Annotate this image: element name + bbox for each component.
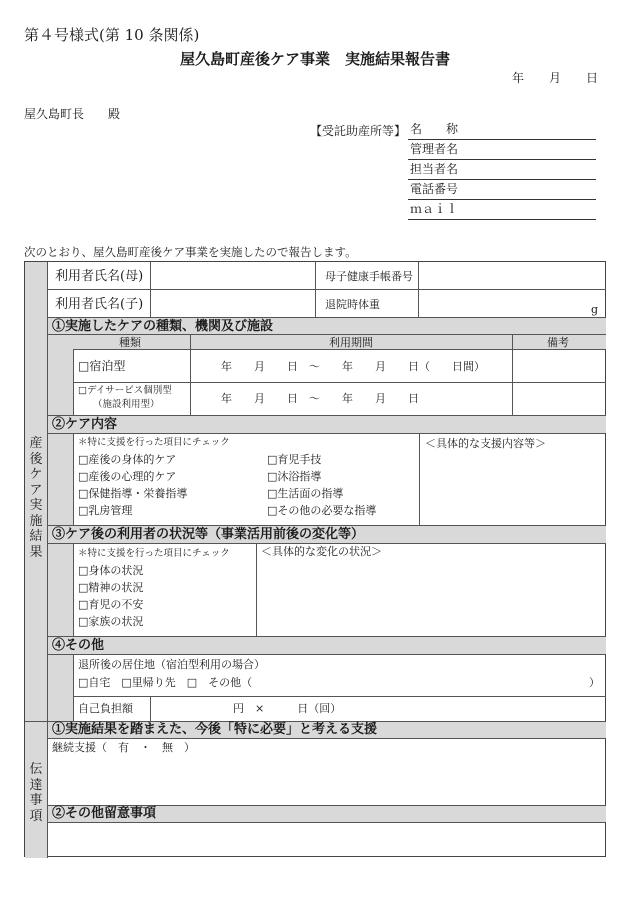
care-item-breast[interactable]: □乳房管理 [78, 504, 133, 517]
section4-title: ④その他 [52, 638, 105, 653]
row-divider-8 [47, 525, 606, 526]
section1-col-type: 種類 [119, 336, 141, 349]
mother-name-label: 利用者氏名(母) [55, 269, 144, 284]
section1-indent [47, 349, 73, 415]
care-item-bathing[interactable]: □沐浴指導 [267, 470, 322, 483]
contractor-staff-label: 担当者名 [410, 162, 459, 176]
contractor-mail-field[interactable] [408, 201, 596, 220]
report-form [24, 261, 606, 857]
sidebar-transfer-label: 伝 達 事 項 [29, 762, 43, 824]
care-item-other[interactable]: □その他の必要な指導 [267, 504, 377, 517]
continued-support[interactable]: 継続支援（ 有 ・ 無 ） [52, 741, 195, 754]
section4-left-line [73, 654, 74, 721]
transfer1-title: ①実施結果を踏まえた、今後「特に必要」と考える支援 [52, 722, 378, 737]
section1-col-notes: 備考 [547, 336, 569, 349]
residence-options[interactable]: □自宅 □里帰り先 □ その他（ [78, 676, 253, 689]
section3-left-line [73, 543, 74, 636]
section2-check-note: ＊特に支援を行った項目にチェック [78, 437, 230, 448]
row-divider-6 [47, 415, 606, 416]
form-number: 第４号様式(第 10 条関係) [24, 26, 200, 44]
section1-title: ①実施したケアの種類、機関及び施設 [52, 319, 274, 334]
row-divider-14 [47, 738, 606, 739]
contractor-name-field[interactable] [408, 121, 596, 140]
dayservice-type-sub: （施設利用型） [93, 399, 160, 410]
child-name-label: 利用者氏名(子) [55, 297, 144, 312]
discharge-weight-field[interactable] [419, 290, 605, 316]
contractor-name-label: 名 称 [410, 122, 459, 136]
section2-left-line [73, 433, 74, 525]
status-item-parenting-anxiety[interactable]: □育児の不安 [78, 598, 144, 611]
dayservice-type-checkbox[interactable]: □デイサービス個別型 [78, 385, 172, 396]
copay-divider [150, 696, 151, 721]
care-item-postpartum-mental[interactable]: □産後の心理的ケア [78, 470, 177, 483]
date-year-label: 年 [512, 71, 525, 85]
copay-label: 自己負担額 [78, 702, 133, 715]
section3-title: ③ケア後の利用者の状況等（事業活用前後の変化等） [52, 527, 365, 542]
copay-value[interactable]: 円 × 日（回） [233, 702, 342, 715]
residence-close: ） [589, 676, 600, 689]
status-item-body[interactable]: □身体の状況 [78, 564, 144, 577]
row-divider-2 [47, 317, 606, 318]
mother-name-field[interactable] [151, 263, 314, 288]
lodging-period[interactable]: 年 月 日 ～ 年 月 日（ 日間） [221, 360, 485, 373]
section1-notes-field[interactable] [513, 350, 605, 414]
addressee: 屋久島町長 殿 [24, 107, 121, 121]
date-day-label: 日 [586, 71, 599, 85]
date-month-label: 月 [549, 71, 562, 85]
row-divider-12 [73, 696, 606, 697]
lodging-type-checkbox[interactable]: □宿泊型 [78, 359, 126, 373]
section2-indent [47, 433, 73, 525]
sidebar-results-label: 産 後 ケ ア 実 施 結 果 [29, 436, 43, 560]
handbook-number-field[interactable] [419, 263, 605, 288]
page-title: 屋久島町産後ケア事業 実施結果報告書 [179, 50, 450, 68]
section3-check-note: ＊特に支援を行った項目にチェック [78, 548, 230, 559]
transfer2-field[interactable] [48, 823, 605, 856]
section3-details-label: ＜具体的な変化の状況＞ [261, 545, 382, 558]
contractor-label: 【受託助産所等】 [310, 124, 407, 138]
row-divider-3 [47, 334, 606, 335]
section1-col-period: 利用期間 [329, 336, 373, 349]
section4-header-bg [47, 636, 606, 654]
care-item-postpartum-body[interactable]: □産後の身体的ケア [78, 453, 177, 466]
section2-details-field[interactable] [420, 452, 605, 524]
row-divider-9 [47, 543, 606, 544]
row-divider-11 [47, 654, 606, 655]
transfer2-title: ②その他留意事項 [52, 806, 157, 821]
contractor-phone-field[interactable] [408, 181, 596, 200]
section3-indent [47, 543, 73, 636]
row-divider-7 [47, 433, 606, 434]
residence-label: 退所後の居住地（宿泊型利用の場合） [78, 658, 265, 671]
section1-type-divider [190, 334, 191, 415]
dayservice-period[interactable]: 年 月 日 ～ 年 月 日 [221, 392, 419, 405]
row-divider-10 [47, 636, 606, 637]
section4-indent [47, 654, 73, 721]
status-item-family[interactable]: □家族の状況 [78, 615, 144, 628]
discharge-weight-label: 退院時体重 [325, 298, 380, 311]
contractor-mail-label: ｍａｉｌ [410, 202, 459, 216]
child-name-field[interactable] [151, 290, 314, 316]
transfer1-field[interactable] [48, 756, 605, 804]
care-item-daily-life[interactable]: □生活面の指導 [267, 487, 344, 500]
handbook-number-label: 母子健康手帳番号 [325, 270, 413, 283]
contractor-manager-label: 管理者名 [410, 142, 459, 156]
care-item-health-nutrition[interactable]: □保健指導・栄養指導 [78, 487, 188, 500]
contractor-manager-field[interactable] [408, 141, 596, 160]
contractor-staff-field[interactable] [408, 161, 596, 180]
status-item-mental[interactable]: □精神の状況 [78, 581, 144, 594]
weight-unit: g [591, 303, 599, 316]
section2-header-bg [47, 415, 606, 433]
section2-details-label: ＜具体的な支援内容等＞ [425, 437, 546, 450]
intro-text: 次のとおり、屋久島町産後ケア事業を実施したので報告します。 [24, 245, 357, 259]
contractor-phone-label: 電話番号 [410, 182, 459, 196]
section3-details-field[interactable] [257, 560, 605, 635]
section2-title: ②ケア内容 [52, 417, 118, 432]
care-item-childcare-skills[interactable]: □育児手技 [267, 453, 322, 466]
